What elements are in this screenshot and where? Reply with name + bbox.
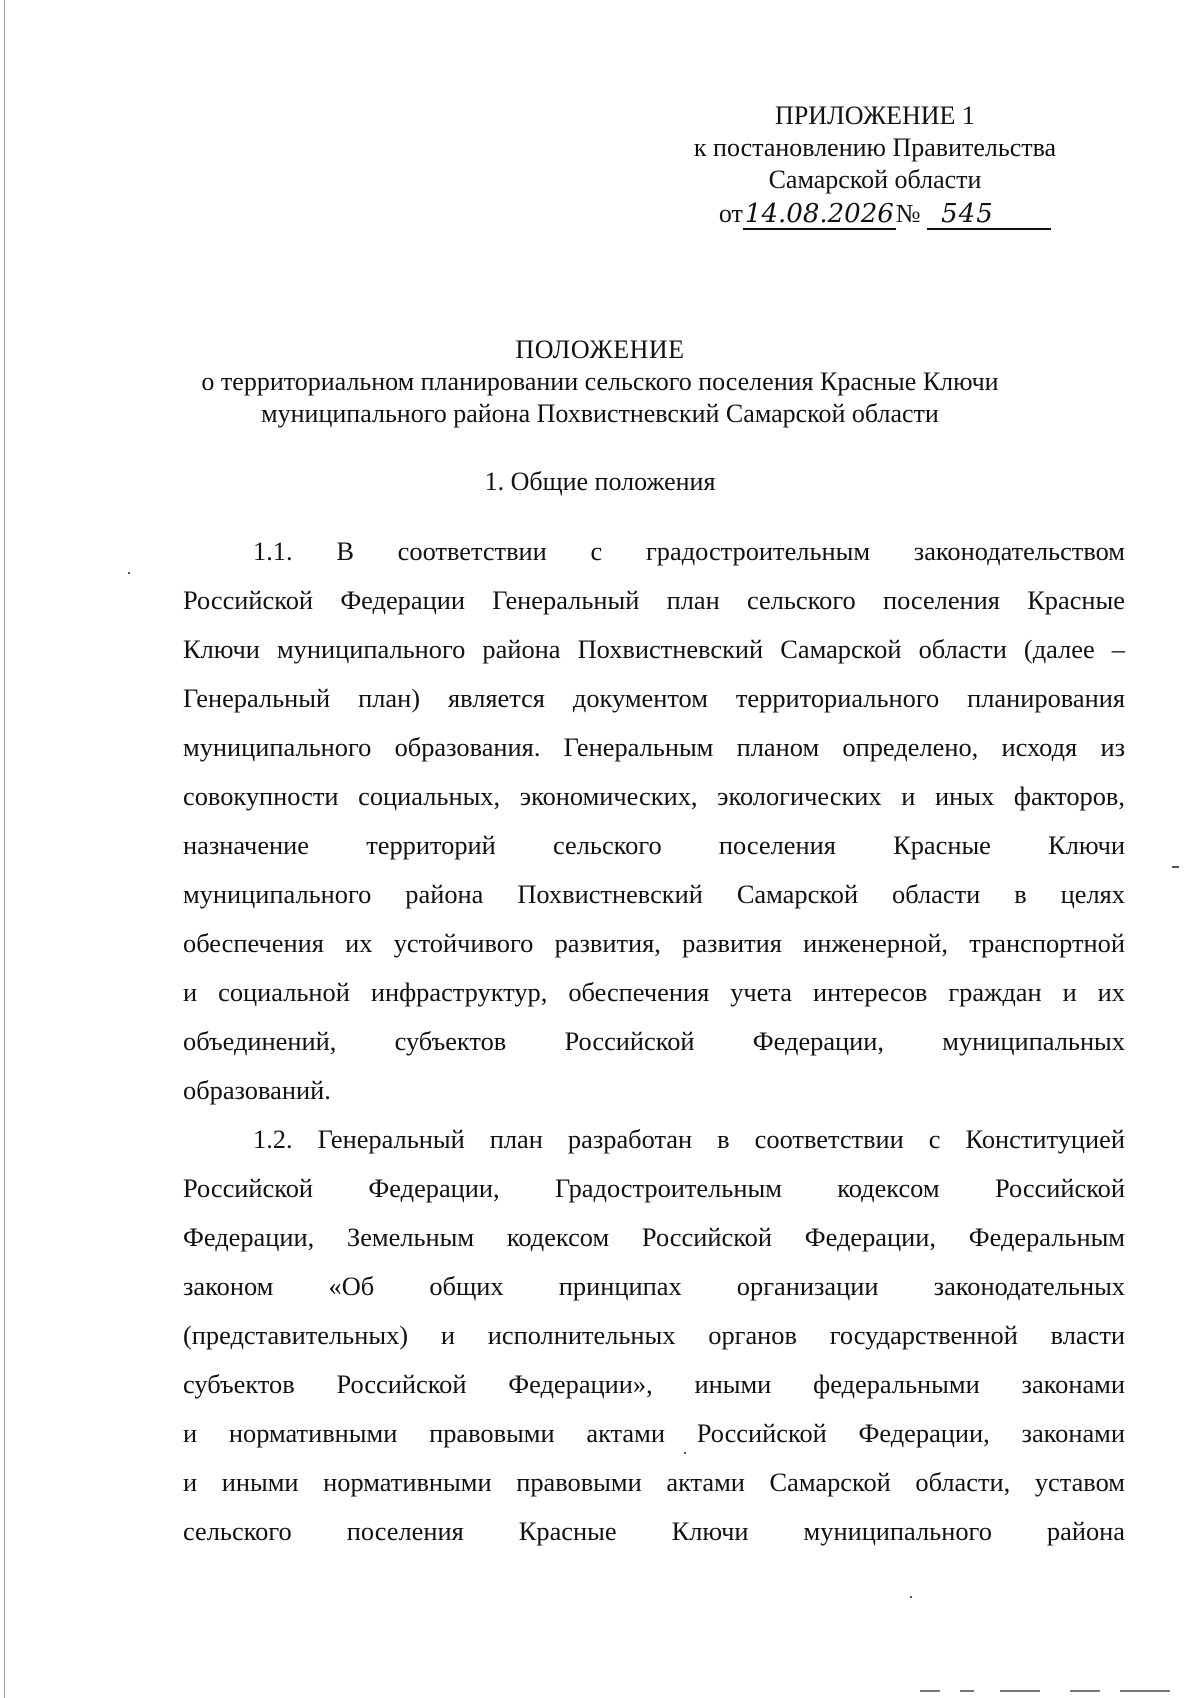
paragraph-2-line: законом «Об общих принципах организации законодательных <box>183 1271 1125 1301</box>
annex-block <box>640 100 1110 230</box>
paragraph-2-line: и иными нормативными правовыми актами Самарской области, уставом <box>183 1467 1125 1497</box>
scan-speck <box>684 1452 686 1454</box>
scan-mark <box>1120 1690 1170 1692</box>
date-prefix: от <box>718 199 743 228</box>
paragraph-1-line: и социальной инфраструктур, обеспечения учета интересов граждан и их <box>183 977 1125 1007</box>
paragraph-1-line: образований. <box>183 1075 331 1105</box>
section-heading: 1. Общие положения <box>484 467 716 496</box>
paragraph-1-line: объединений, субъектов Российской Федерации, муниципальных <box>183 1026 1125 1056</box>
scan-speck <box>910 1596 912 1598</box>
scan-mark <box>1070 1690 1100 1692</box>
paragraph-1-line: муниципального образования. Генеральным планом определено, исходя из <box>183 732 1125 762</box>
paragraph-1-line: назначение территорий сельского поселения Красные Ключи <box>183 830 1125 860</box>
document-title: ПОЛОЖЕНИЕ <box>515 335 685 364</box>
scan-mark <box>920 1690 940 1692</box>
scan-bottom-marks <box>920 1690 1180 1694</box>
paragraph-1-line: 1.1. В соответствии с градостроительным законодательством <box>253 536 1125 566</box>
paragraph-2-line: субъектов Российской Федерации», иными федеральными законами <box>183 1369 1125 1399</box>
handwritten-date: 14.08.2026 <box>744 199 894 229</box>
number-sign: № <box>895 199 921 228</box>
scan-edge-line <box>4 0 5 1698</box>
paragraph-2-line: (представительных) и исполнительных органов государственной власти <box>183 1320 1125 1350</box>
scan-mark <box>1000 1690 1040 1692</box>
paragraph-1-line: совокупности социальных, экономических, экологических и иных факторов, <box>183 781 1125 811</box>
paragraph-2-line: Российской Федерации, Градостроительным кодексом Российской <box>183 1173 1125 1203</box>
paragraph-2-line: сельского поселения Красные Ключи муниципального района <box>183 1516 1125 1546</box>
document-title-block <box>60 334 1140 430</box>
paragraph-2-line: 1.2. Генеральный план разработан в соответствии с Конституцией <box>253 1124 1125 1154</box>
document-subtitle-line-1: о территориальном планировании сельского поселения Красные Ключи <box>201 367 999 396</box>
document-subtitle-line-2: муниципального района Похвистневский Самарской области <box>261 399 939 428</box>
paragraph-1-line: обеспечения их устойчивого развития, развития инженерной, транспортной <box>183 928 1125 958</box>
annex-resolution-line: к постановлению Правительства <box>693 133 1057 162</box>
paragraph-2-line: и нормативными правовыми актами Российской Федерации, законами <box>183 1418 1125 1448</box>
annex-label: ПРИЛОЖЕНИЕ 1 <box>775 101 975 130</box>
annex-date-number-line <box>699 198 1051 230</box>
paragraph-1-line: Ключи муниципального района Похвистневский Самарской области (далее – <box>183 634 1125 664</box>
paragraph-2-line: Федерации, Земельным кодексом Российской Федерации, Федеральным <box>183 1222 1125 1252</box>
body-text <box>183 527 1125 1556</box>
scan-speck <box>128 572 130 574</box>
paragraph-1-line: Генеральный план) является документом территориального планирования <box>183 683 1125 713</box>
paragraph-1-line: муниципального района Похвистневский Самарской области в целях <box>183 879 1125 909</box>
scan-mark <box>960 1690 974 1692</box>
handwritten-number: 545 <box>927 200 1051 230</box>
annex-region-line: Самарской области <box>768 165 982 194</box>
paragraph-1-line: Российской Федерации Генеральный план сельского поселения Красные <box>183 585 1125 615</box>
scan-speck <box>1172 866 1179 868</box>
